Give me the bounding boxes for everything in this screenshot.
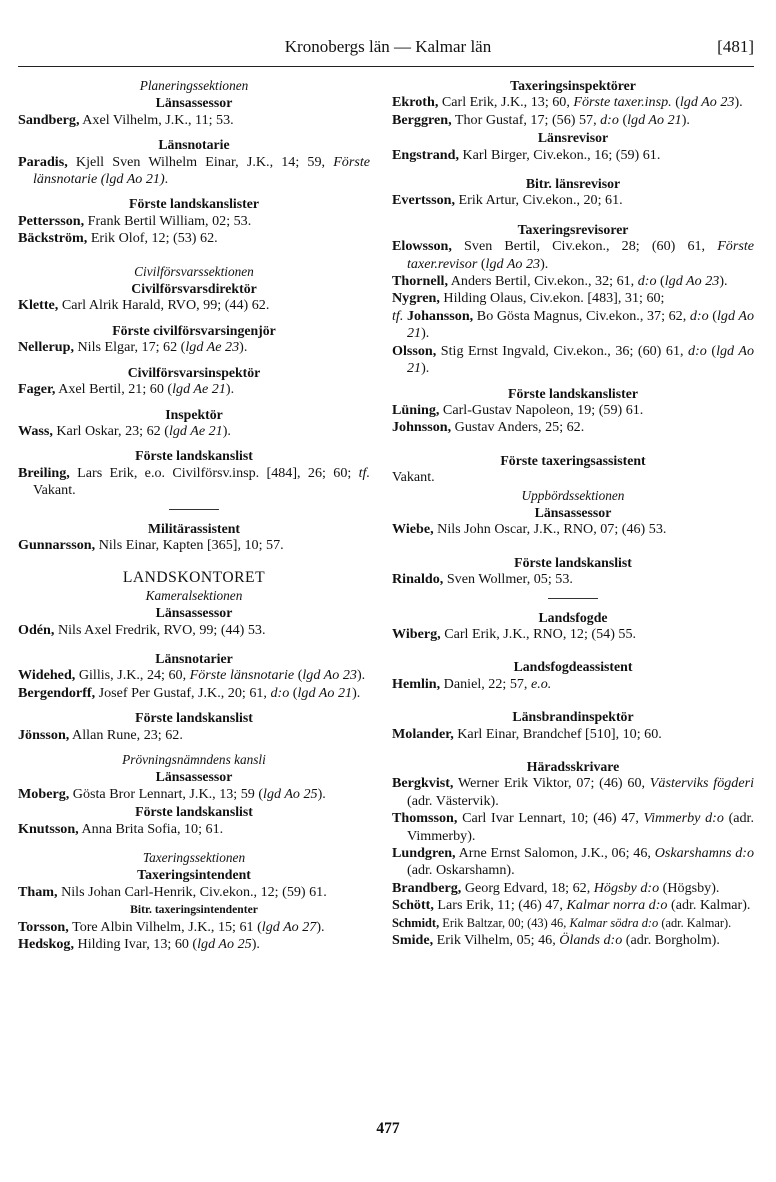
entry-name: Elowsson, <box>392 238 452 255</box>
entry-end: ( <box>671 94 680 111</box>
entry <box>392 419 754 436</box>
entry-end: (Högsby). <box>659 879 720 896</box>
entry <box>392 273 754 290</box>
entry <box>18 154 370 189</box>
entry-text: Bo Gösta Magnus, Civ.ekon., 37; 62, <box>473 307 690 324</box>
entry-name: Schmidt, <box>392 915 440 930</box>
title-heading: Förste landskanslist <box>135 448 253 464</box>
title-heading: Länsnotarie <box>158 137 230 153</box>
entry-name: Fager, <box>18 381 56 398</box>
entry-text: Lars Erik, 11; (46) 47, <box>433 897 567 914</box>
entry-italic: lgd Ae 21 <box>172 381 226 398</box>
entry-name: Sandberg, <box>18 111 80 128</box>
entry <box>392 626 754 643</box>
entry-text: Anna Brita Sofia, 10; 61. <box>78 820 224 837</box>
entry <box>392 726 754 743</box>
entry <box>392 343 754 378</box>
title-heading: Militärassistent <box>148 520 240 536</box>
entry-end: ). <box>222 422 231 439</box>
entry-end: ( <box>708 307 717 324</box>
entry-text: Arne Ernst Salomon, J.K., 06; 46, <box>455 845 655 862</box>
entry-end: ). <box>681 111 690 128</box>
entry-italic: Förste taxer.insp. <box>573 94 672 111</box>
title-heading: Landsfogde <box>538 609 608 625</box>
separator-rule <box>169 509 219 510</box>
entry-text: Axel Bertil, 21; 60 ( <box>55 381 173 398</box>
entry-name: Hemlin, <box>392 675 441 692</box>
entry <box>18 230 370 247</box>
title-heading: Häradsskrivare <box>526 759 620 774</box>
entry-text: Gillis, J.K., 24; 60, <box>75 667 190 684</box>
entry-text: Carl Alrik Harald, RVO, 99; (44) 62. <box>58 297 270 314</box>
entry <box>392 775 754 810</box>
entry-name: Klette, <box>18 297 59 314</box>
entry <box>392 915 754 932</box>
entry-text: Carl Erik, J.K., 13; 60, <box>438 94 574 111</box>
section-heading: Prövningsnämndens kansli <box>122 752 266 767</box>
entry-name: Bergkvist, <box>392 775 454 792</box>
title-heading: Civilförsvarsinspektör <box>127 364 261 380</box>
entry-italic: Förste länsnotarie (lgd Ao 21) <box>33 153 370 188</box>
entry <box>18 297 370 314</box>
entry-name: Smide, <box>392 932 434 949</box>
entry-text: Erik Artur, Civ.ekon., 20; 61. <box>455 192 623 209</box>
entry <box>18 423 370 440</box>
entry <box>18 919 370 936</box>
entry <box>18 537 370 554</box>
entry-italic: lgd Ao 25 <box>197 936 252 953</box>
entry-end: (adr. Kalmar). <box>667 897 751 914</box>
entry-italic: lgd Ao 23 <box>664 273 720 290</box>
entry-name: Lundgren, <box>392 845 456 862</box>
entry-text: Tore Albin Vilhelm, J.K., 15; 61 ( <box>68 918 262 935</box>
entry-end: ). <box>317 785 326 802</box>
entry-name: Wass, <box>18 422 53 439</box>
entry-italic: d:o <box>270 684 290 701</box>
entry-end: ). <box>239 339 248 356</box>
title-heading: Förste landskanslist <box>135 710 253 726</box>
entry-text: Erik Vilhelm, 05; 46, <box>433 932 560 949</box>
section-heading: Taxeringssektionen <box>142 850 246 866</box>
entry-name: Torsson, <box>18 918 69 935</box>
title-heading: Taxeringsrevisorer <box>517 221 629 237</box>
entry-italic: d:o <box>600 111 619 128</box>
entry <box>18 339 370 356</box>
entry-name: Molander, <box>392 725 454 742</box>
entry-italic: Högsby d:o <box>593 879 660 896</box>
entry <box>18 381 370 398</box>
entry-text: Hilding Ivar, 13; 60 ( <box>74 936 198 953</box>
entry-end: ). <box>421 360 430 377</box>
entry-end: ). <box>316 918 325 935</box>
entry-name: Bäckström, <box>18 230 88 247</box>
entry <box>392 147 754 164</box>
entry <box>392 845 754 880</box>
entry-name: Rinaldo, <box>392 571 444 588</box>
entry-name: Brandberg, <box>392 879 462 896</box>
header-rule <box>18 66 754 67</box>
title-heading: Länsassessor <box>155 605 233 621</box>
entry-name: Bergendorff, <box>18 684 96 701</box>
entry-prefix: tf. <box>392 307 404 324</box>
entry-italic: lgd Ao 23 <box>485 255 541 272</box>
entry <box>392 897 754 914</box>
entry-name: Tham, <box>18 883 58 900</box>
title-heading: Civilförsvarsdirektör <box>131 281 257 297</box>
entry-name: Schött, <box>392 897 434 914</box>
entry-name: Johnsson, <box>392 419 452 436</box>
section-heading: Planeringssektionen <box>139 78 249 93</box>
entry-end: . <box>164 171 169 188</box>
entry <box>18 622 370 639</box>
entry-italic: lgd Ao 21 <box>627 111 682 128</box>
title-heading: Länsbrandinspektör <box>512 709 634 725</box>
entry-italic: tf. <box>358 464 370 481</box>
entry-end: ). <box>225 381 235 398</box>
entry-end: ). <box>356 667 366 684</box>
entry-name: Nygren, <box>392 290 440 307</box>
entry <box>18 112 370 129</box>
entry-name: Odén, <box>18 621 55 638</box>
entry-italic: lgd Ao 21 <box>297 684 353 701</box>
entry <box>392 402 754 419</box>
entry <box>18 213 370 230</box>
entry-text: Axel Vilhelm, J.K., 11; 53. <box>79 111 234 128</box>
entry <box>392 308 754 343</box>
entry-name: Jönsson, <box>18 726 70 743</box>
entry-name: Olsson, <box>392 342 437 359</box>
title-heading: Förste landskanslister <box>508 385 638 401</box>
entry <box>392 810 754 845</box>
entry <box>18 884 370 901</box>
title-heading: Taxeringsintendent <box>137 867 251 883</box>
entry <box>392 932 754 949</box>
entry-name: Lüning, <box>392 401 440 418</box>
title-heading: Förste landskanslister <box>129 196 259 212</box>
entry-end: ( <box>656 273 665 290</box>
entry-name: Widehed, <box>18 667 76 684</box>
entry-name: Thornell, <box>392 273 448 290</box>
entry-text: Nils John Oscar, J.K., RNO, 07; (46) 53. <box>433 521 667 538</box>
title-heading: Länsassessor <box>534 504 612 520</box>
entry <box>392 94 754 111</box>
entry-text: Georg Edvard, 18; 62, <box>461 879 594 896</box>
entry-text: Stig Ernst Ingvald, Civ.ekon., 36; (60) 61, <box>436 342 689 359</box>
entry-italic: Oskarshamns d:o <box>654 845 754 862</box>
title-heading: Länsassessor <box>155 769 233 785</box>
entry <box>392 676 754 693</box>
entry-name: Nellerup, <box>18 339 74 356</box>
entry-italic: lgd Ao 27 <box>261 918 317 935</box>
entry-text: Sven Wollmer, 05; 53. <box>443 571 573 588</box>
title-heading: Inspektör <box>165 406 223 422</box>
entry-italic: Vimmerby d:o <box>643 810 724 827</box>
entry-italic: d:o <box>637 273 657 290</box>
entry-italic: lgd Ao 21 <box>407 307 755 342</box>
entry-text: Karl Birger, Civ.ekon., 16; (59) 61. <box>458 146 661 163</box>
entry-name: Gunnarsson, <box>18 536 96 553</box>
entry-text: Nils Johan Carl-Henrik, Civ.ekon., 12; (59) 61. <box>57 883 327 900</box>
separator-rule <box>548 598 598 599</box>
entry-italic: Västerviks fögderi <box>649 775 754 792</box>
entry-name: Pettersson, <box>18 212 85 229</box>
section-heading: Kameralsektionen <box>145 587 243 603</box>
entry-end: (adr. Kalmar). <box>658 915 732 930</box>
entry-text: Nils Axel Fredrik, RVO, 99; (44) 53. <box>54 621 266 638</box>
entry-end: ( <box>294 667 303 684</box>
title-heading: Bitr. länsrevisor <box>525 176 621 192</box>
entry-text: Carl Erik, J.K., RNO, 12; (54) 55. <box>440 625 637 642</box>
entry-text: Karl Einar, Brandchef [510], 10; 60. <box>453 725 662 742</box>
entry-italic: e.o. <box>530 675 552 692</box>
title-heading: Bitr. taxeringsintendenter <box>130 903 258 917</box>
entry-italic: lgd Ao 21 <box>407 342 755 377</box>
entry <box>18 727 370 744</box>
entry-text: Gösta Bror Lennart, J.K., 13; 59 ( <box>69 785 264 802</box>
title-heading: Förste landskanslist <box>135 804 253 820</box>
entry-name: Moberg, <box>18 785 70 802</box>
entry <box>18 821 370 838</box>
entry <box>18 685 370 702</box>
entry-italic: d:o <box>689 307 709 324</box>
entry-end: ). <box>352 684 361 701</box>
entry <box>392 112 754 129</box>
entry-end: ). <box>540 255 549 272</box>
page-number: 477 <box>376 1120 400 1137</box>
title-heading: Förste taxeringsassistent <box>500 452 646 468</box>
entry-end: Vakant. <box>33 482 76 499</box>
entry-name: Evertsson, <box>392 192 456 209</box>
entry-name: Johansson, <box>403 307 474 324</box>
title-heading: Länsnotarier <box>155 650 233 666</box>
entry-italic: Förste taxer.revisor <box>407 238 754 272</box>
left-column <box>18 77 370 953</box>
running-header-title: Kronobergs län — Kalmar län <box>284 37 492 56</box>
entry-text: Carl-Gustav Napoleon, 19; (59) 61. <box>439 401 644 418</box>
entry-italic: lgd Ao 23 <box>302 667 357 684</box>
entry-end: ( <box>618 111 628 128</box>
entry-end: ( <box>477 255 486 272</box>
title-heading: Taxeringsinspektörer <box>510 78 636 93</box>
entry-text: Josef Per Gustaf, J.K., 20; 61, <box>95 684 271 701</box>
entry-text: Lars Erik, e.o. Civilförsv.insp. [484], 26; 60; <box>69 464 359 481</box>
title-heading: Förste landskanslist <box>514 554 632 570</box>
entry-name: Hedskog, <box>18 936 74 953</box>
entry-end: ). <box>251 936 260 953</box>
entry-name: Wiebe, <box>392 521 434 538</box>
entry-italic: lgd Ae 21 <box>168 422 223 439</box>
entry-text: Werner Erik Viktor, 07; (46) 60, <box>453 775 650 792</box>
entry-end: ( <box>706 342 717 359</box>
entry <box>392 571 754 588</box>
entry-name: Thomsson, <box>392 810 458 827</box>
entry-end: ). <box>719 273 728 290</box>
entry-name: Ekroth, <box>392 94 439 111</box>
entry-text: Erik Baltzar, 00; (43) 46, <box>439 915 570 930</box>
entry-end: ). <box>421 325 430 342</box>
entry-text: Sven Bertil, Civ.ekon., 28; (60) 61, <box>451 238 718 255</box>
section-heading: Civilförsvarssektionen <box>134 263 254 279</box>
entry-italic: Kalmar norra d:o <box>566 897 668 914</box>
right-column <box>392 77 754 949</box>
entry-italic: d:o <box>688 342 707 359</box>
entry <box>18 465 370 500</box>
entry-text: Allan Rune, 23; 62. <box>69 726 183 743</box>
entry-name: Paradis, <box>18 153 68 170</box>
entry-italic: lgd Ae 23 <box>185 339 240 356</box>
entry <box>18 667 370 684</box>
entry-name: Wiberg, <box>392 625 441 642</box>
entry <box>392 880 754 897</box>
section-heading: Uppbördssektionen <box>521 487 625 503</box>
entry-italic: Ölands d:o <box>559 932 623 949</box>
entry: Vakant. <box>392 469 435 486</box>
entry-text: Frank Bertil William, 02; 53. <box>84 212 252 229</box>
entry-end: (adr. Borgholm). <box>622 932 720 949</box>
entry-end: (adr. Vimmerby). <box>407 810 754 844</box>
entry <box>18 786 370 803</box>
entry-name: Knutsson, <box>18 820 79 837</box>
entry-italic: Förste länsnotarie <box>189 667 295 684</box>
entry-text: Thor Gustaf, 17; (56) 57, <box>451 111 601 128</box>
entry-text: Kjell Sven Wilhelm Einar, J.K., 14; 59, <box>67 153 334 170</box>
title-heading: Förste civilförsvarsingenjör <box>112 322 276 338</box>
entry <box>392 238 754 273</box>
department-heading: LANDSKONTORET <box>122 569 266 587</box>
entry-text: Daniel, 22; 57, <box>440 675 531 692</box>
entry-end: ( <box>289 684 298 701</box>
entry <box>392 521 754 538</box>
entry <box>18 936 370 953</box>
entry-italic: Kalmar södra d:o <box>569 915 659 930</box>
entry-text: Karl Oskar, 23; 62 ( <box>52 422 169 439</box>
title-heading: Länsrevisor <box>537 130 609 146</box>
entry-end: (adr. Oskarshamn). <box>407 862 515 879</box>
entry-text: Carl Ivar Lennart, 10; (46) 47, <box>457 810 644 827</box>
entry-italic: lgd Ao 23 <box>679 94 735 111</box>
entry-end: (adr. Västervik). <box>407 792 499 809</box>
title-heading: Landsfogdeassistent <box>513 659 633 675</box>
entry-italic: lgd Ao 25 <box>263 785 318 802</box>
entry-text: Gustav Anders, 25; 62. <box>451 419 585 436</box>
entry-name: Engstrand, <box>392 146 459 163</box>
entry-name: Breiling, <box>18 464 70 481</box>
running-header-page-ref: [481] <box>717 37 754 56</box>
entry <box>392 290 754 307</box>
entry-text: Erik Olof, 12; (53) 62. <box>87 230 218 247</box>
entry-end: ). <box>734 94 743 111</box>
title-heading: Länsassessor <box>155 95 233 111</box>
entry-name: Berggren, <box>392 111 452 128</box>
entry <box>392 192 754 209</box>
entry-text: Nils Elgar, 17; 62 ( <box>73 339 186 356</box>
entry-text: Hilding Olaus, Civ.ekon. [483], 31; 60; <box>439 290 665 307</box>
entry-text: Anders Bertil, Civ.ekon., 32; 61, <box>448 273 638 290</box>
entry-text: Nils Einar, Kapten [365], 10; 57. <box>95 536 284 553</box>
